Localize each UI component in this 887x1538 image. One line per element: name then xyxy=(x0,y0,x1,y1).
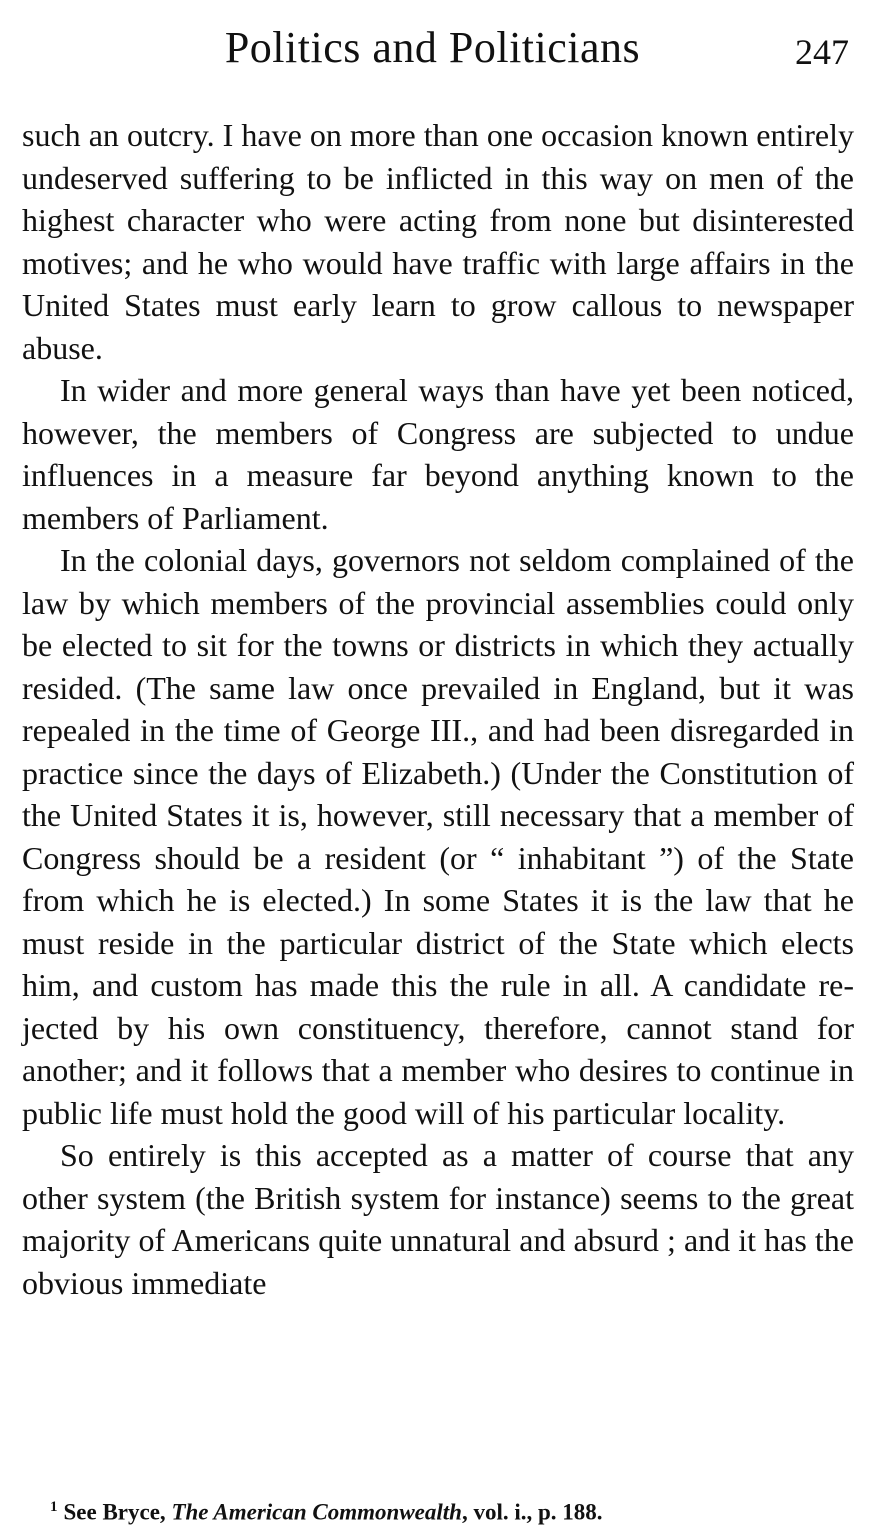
paragraph-colonial-days: In the colonial days, governors not seldom complained of the law by which members of the provincial assemblies could only be elected to sit for the towns or districts in which they actually resided. (The same law once prevailed in England, but it was repealed in the time of George III., and had been disregarded in practice since the days of Elizabeth.) (Under the Constitution of the United States it is, however, still necessary that a member of Congress should be a resident (or “ inhabitant ”) of the State from which he is elected.) In some States it is the law that he must reside in the particular district of the State which elects him, and custom has made this the rule in all. A candidate rejected by his own constituency, therefore, cannot stand for another; and it follows that a member who desires to continue in public life must hold the good will of his particular locality. xyxy=(22,542,854,1131)
footnote-book-title: The American Commonwealth xyxy=(171,1499,462,1525)
body-text xyxy=(22,114,854,1304)
running-head xyxy=(0,18,887,78)
paragraph-continued: such an outcry. I have on more than one occasion known entirely undeserved suffering to be inflicted in this way on men of the highest character who were acting from none but disinterested motives; and he who would have traffic with large affairs in the United States must early learn to grow callous to newspaper abuse. xyxy=(22,117,854,366)
footnote-prefix: See Bryce, xyxy=(63,1499,172,1525)
paragraph-accepted-matter: So entirely is this accepted as a matter of course that any other system (the British system for instance) seems to the great majority of Americans quite unnatural and absurd ; and it has the obvious immediate xyxy=(22,1137,854,1301)
footnote-suffix: , vol. i., p. 188. xyxy=(461,1499,603,1525)
footnote-mark: 1 xyxy=(50,1499,58,1515)
running-title: Politics and Politicians xyxy=(224,23,641,72)
page-number: 247 xyxy=(795,32,849,72)
paragraph-congress-influences: In wider and more general ways than have yet been noticed, however, the members of Congress are subjected to undue influences in a measure far beyond anything known to the members of Parliament. xyxy=(22,372,854,536)
footnote xyxy=(50,1492,850,1528)
